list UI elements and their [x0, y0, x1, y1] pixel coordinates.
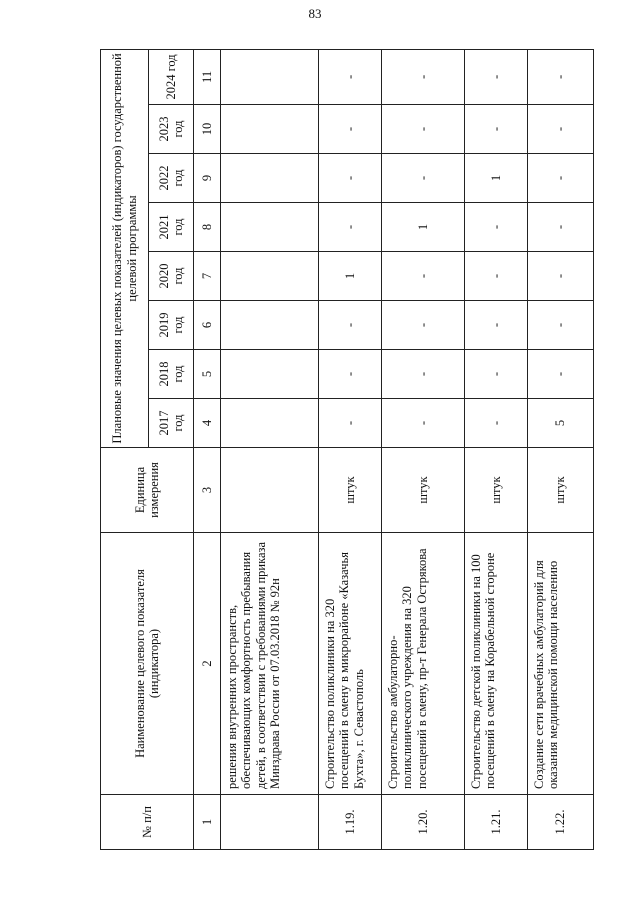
value-cell: - [382, 154, 465, 203]
header-year: 2019 год [149, 301, 194, 350]
value-cell: - [528, 350, 594, 399]
table-row [221, 49, 319, 849]
value-cell: - [465, 203, 528, 252]
header-row-1 [101, 49, 149, 849]
value-cell: - [382, 301, 465, 350]
column-number: 10 [194, 105, 221, 154]
row-number: 1.22. [528, 795, 594, 850]
row-number [221, 795, 319, 850]
column-number: 6 [194, 301, 221, 350]
page-number: 83 [308, 6, 322, 21]
value-cell [221, 203, 319, 252]
column-number: 1 [194, 795, 221, 850]
header-planned-values: Плановые значения целевых показателей (индикаторов) государственной целевой программы [101, 49, 149, 447]
column-number: 9 [194, 154, 221, 203]
row-number: 1.19. [319, 795, 382, 850]
indicator-name: Строительство амбулаторно-поликлинического учреждения на 320 посещений в смену, пр-т Генерала Острякова [382, 533, 465, 795]
value-cell [221, 399, 319, 448]
value-cell: - [465, 105, 528, 154]
header-name: Наименование целевого показателя (индикатора) [101, 533, 194, 795]
value-cell: - [319, 105, 382, 154]
table-row [319, 49, 382, 849]
column-number: 11 [194, 49, 221, 104]
value-cell: 1 [319, 252, 382, 301]
column-number: 2 [194, 533, 221, 795]
rotated-table-container [100, 50, 593, 850]
header-year: 2022 год [149, 154, 194, 203]
indicator-table [100, 49, 594, 850]
value-cell: - [528, 301, 594, 350]
value-cell: 1 [382, 203, 465, 252]
value-cell [221, 252, 319, 301]
value-cell: - [382, 49, 465, 104]
value-cell [221, 154, 319, 203]
unit-cell [221, 448, 319, 533]
header-year: 2018 год [149, 350, 194, 399]
value-cell: - [465, 49, 528, 104]
value-cell: - [319, 154, 382, 203]
value-cell: - [465, 350, 528, 399]
value-cell: - [465, 301, 528, 350]
value-cell: - [319, 301, 382, 350]
value-cell: - [319, 350, 382, 399]
value-cell [221, 301, 319, 350]
row-number: 1.21. [465, 795, 528, 850]
header-year: 2017 год [149, 399, 194, 448]
unit-cell: штук [465, 448, 528, 533]
column-number-row [194, 49, 221, 849]
value-cell [221, 105, 319, 154]
value-cell: - [319, 203, 382, 252]
value-cell: - [528, 105, 594, 154]
indicator-name: Создание сети врачебных амбулаторий для оказания медицинской помощи населению [528, 533, 594, 795]
value-cell: - [382, 350, 465, 399]
value-cell: 1 [465, 154, 528, 203]
row-number: 1.20. [382, 795, 465, 850]
column-number: 8 [194, 203, 221, 252]
value-cell: - [382, 105, 465, 154]
header-year: 2020 год [149, 252, 194, 301]
column-number: 5 [194, 350, 221, 399]
header-year: 2023 год [149, 105, 194, 154]
unit-cell: штук [382, 448, 465, 533]
value-cell: - [465, 399, 528, 448]
value-cell [221, 350, 319, 399]
column-number: 3 [194, 448, 221, 533]
column-number: 4 [194, 399, 221, 448]
value-cell: - [465, 252, 528, 301]
indicator-name: решения внутренних пространств, обеспечивающих комфортность пребывания детей, в соответствии с требованиями приказа Минздрава России от 07.03.2018 № 92н [221, 533, 319, 795]
table-row [528, 49, 594, 849]
unit-cell: штук [319, 448, 382, 533]
indicator-name: Строительство детской поликлиники на 100 посещений в смену на Корабельной стороне [465, 533, 528, 795]
value-cell: - [319, 399, 382, 448]
value-cell [221, 49, 319, 104]
value-cell: - [528, 203, 594, 252]
column-number: 7 [194, 252, 221, 301]
indicator-name: Строительство поликлиники на 320 посещений в смену в микрорайоне «Казачья Бухта», г. Севастополь [319, 533, 382, 795]
value-cell: - [528, 252, 594, 301]
value-cell: 5 [528, 399, 594, 448]
header-year: 2024 год [149, 49, 194, 104]
unit-cell: штук [528, 448, 594, 533]
table-row [465, 49, 528, 849]
header-year: 2021 год [149, 203, 194, 252]
value-cell: - [382, 252, 465, 301]
table-row [382, 49, 465, 849]
value-cell: - [382, 399, 465, 448]
header-num: № п/п [101, 795, 194, 850]
value-cell: - [319, 49, 382, 104]
header-unit: Единица измерения [101, 448, 194, 533]
value-cell: - [528, 49, 594, 104]
value-cell: - [528, 154, 594, 203]
